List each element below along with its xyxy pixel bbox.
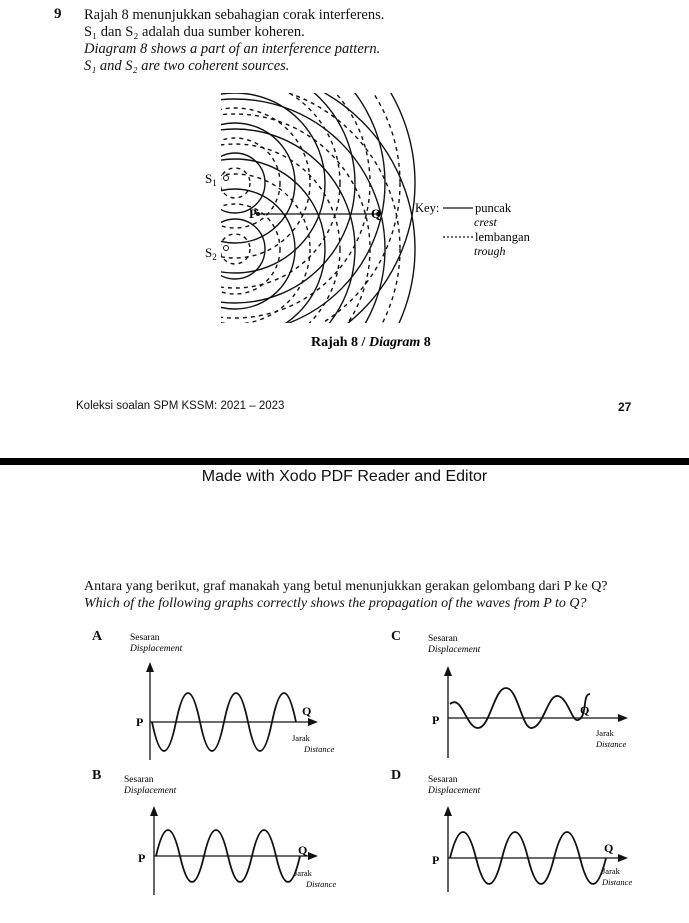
x-axis-arrow xyxy=(618,714,628,722)
footer-source: Koleksi soalan SPM KSSM: 2021 – 2023 xyxy=(76,400,285,412)
x-axis-arrow xyxy=(308,718,318,726)
question-number: 9 xyxy=(54,6,62,22)
ylabel-en: Displacement xyxy=(124,786,177,796)
question-line-ms-2: S₁ dan S₂ adalah dua sumber koheren. xyxy=(84,24,305,40)
option-c-letter[interactable]: C xyxy=(391,629,402,644)
xlabel-en: Distance xyxy=(596,739,627,749)
label-p: P xyxy=(136,715,144,729)
xlabel-ms: Jarak xyxy=(294,868,312,878)
option-a-letter[interactable]: A xyxy=(92,629,103,644)
key-crest-en: crest xyxy=(474,215,497,229)
x-axis-arrow xyxy=(618,854,628,862)
key-trough-en: trough xyxy=(474,244,506,258)
y-axis-arrow xyxy=(150,806,158,816)
y-axis-arrow xyxy=(146,662,154,672)
xlabel-en: Distance xyxy=(304,744,335,754)
label-p: P xyxy=(432,713,440,727)
page-separator xyxy=(0,458,689,465)
xlabel-en: Distance xyxy=(602,877,633,887)
x-axis-arrow xyxy=(308,852,318,860)
label-q: Q xyxy=(371,206,382,221)
watermark-text: Made with Xodo PDF Reader and Editor xyxy=(201,468,488,485)
ylabel-ms: Sesaran xyxy=(124,775,154,785)
option-d-letter[interactable]: D xyxy=(391,768,402,783)
key-trough-ms: lembangan xyxy=(475,230,530,244)
ylabel-ms: Sesaran xyxy=(130,633,160,643)
question2-ms: Antara yang berikut, graf manakah yang betul menunjukkan gerakan gelombang dari P ke Q? xyxy=(84,579,608,594)
label-q: Q xyxy=(604,841,614,855)
question2-en: Which of the following graphs correctly shows the propagation of the waves from P to Q? xyxy=(84,596,587,611)
page-number: 27 xyxy=(618,400,632,414)
source-s2-dot xyxy=(224,246,229,251)
label-p: P xyxy=(249,206,257,221)
label-s2: $S_2$ xyxy=(205,245,217,262)
y-axis-arrow xyxy=(444,806,452,816)
ylabel-ms: Sesaran xyxy=(428,775,458,785)
diagram-caption: Rajah 8 / Diagram 8 xyxy=(311,335,431,350)
ylabel-en: Displacement xyxy=(428,645,481,655)
label-q: Q xyxy=(580,703,590,717)
label-q: Q xyxy=(298,843,308,857)
question-line-en: Diagram 8 shows a part of an interference pattern. xyxy=(84,41,381,57)
wave-curve xyxy=(450,688,590,728)
ylabel-ms: Sesaran xyxy=(428,634,458,644)
key-crest-ms: puncak xyxy=(475,201,512,215)
label-p: P xyxy=(432,853,440,867)
xlabel-en: Distance xyxy=(306,879,337,889)
option-c-graph[interactable] xyxy=(410,632,650,762)
label-q: Q xyxy=(302,704,312,718)
option-b-graph[interactable] xyxy=(112,770,352,900)
interference-diagram xyxy=(195,85,555,355)
xlabel-ms: Jarak xyxy=(596,728,614,738)
label-p: P xyxy=(138,851,146,865)
ylabel-en: Displacement xyxy=(428,786,481,796)
option-d-graph[interactable] xyxy=(410,770,650,900)
key-label: Key: xyxy=(415,201,440,215)
question-line-en-2: S₁ and S₂ are two coherent sources. xyxy=(84,58,290,74)
xlabel-ms: Jarak xyxy=(602,866,620,876)
xlabel-ms: Jarak xyxy=(292,733,310,743)
y-axis-arrow xyxy=(444,666,452,676)
label-s1: $S_1$ xyxy=(205,171,217,188)
source-s1-dot xyxy=(224,176,229,181)
option-b-letter[interactable]: B xyxy=(92,768,102,783)
ylabel-en: Displacement xyxy=(130,644,183,654)
question-line-ms: Rajah 8 menunjukkan sebahagian corak interferens. xyxy=(84,7,385,23)
option-a-graph[interactable] xyxy=(112,628,352,763)
